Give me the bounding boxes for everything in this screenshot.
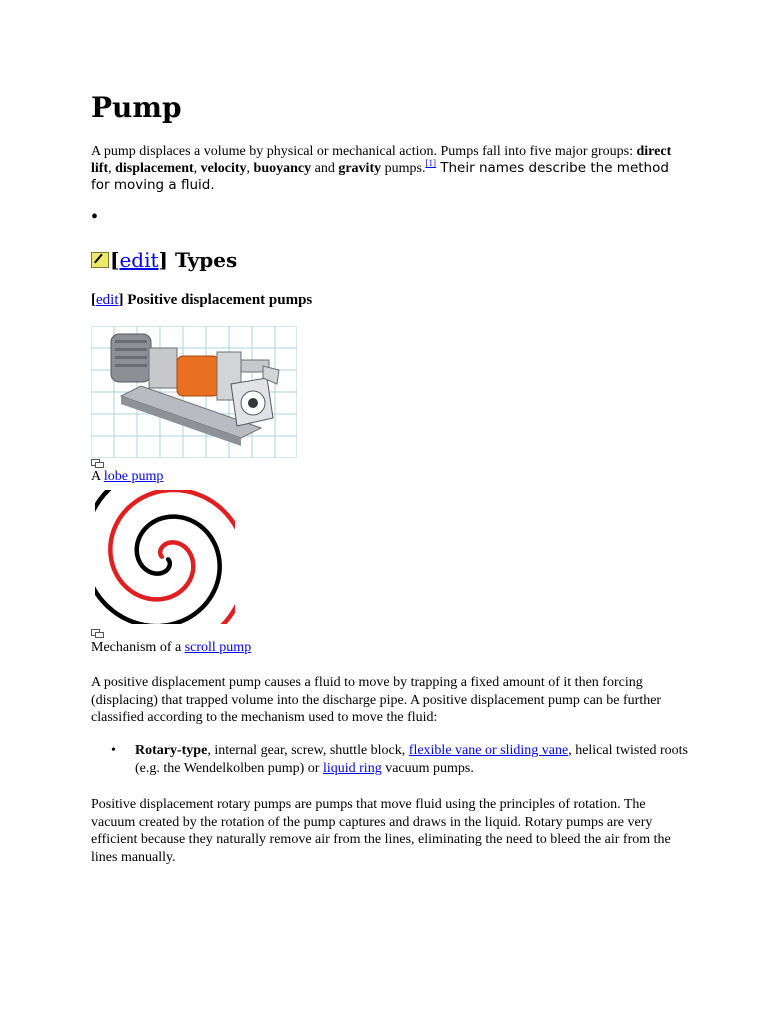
list-item: • Rotary-type, internal gear, screw, shuttle block, flexible vane or sliding vane, helical twisted roots (e.g. the Wendelkolben pump) or liquid ring vacuum pumps.: [111, 743, 688, 776]
intro-paragraph: A pump displaces a volume by physical or mechanical action. Pumps fall into five major groups: direct lift, displacement, velocity, buoyancy and gravity pumps.[1] Their names describe the method for moving a fluid.: [91, 144, 672, 193]
lobe-pump-link[interactable]: lobe pump: [103, 469, 164, 484]
list-bullet: •: [111, 743, 116, 758]
enlarge-icon[interactable]: [91, 459, 104, 468]
spiral-red-path: [95, 490, 235, 624]
enlarge-icon[interactable]: [91, 629, 104, 638]
page-title: Pump: [91, 91, 182, 124]
lobe-pump-image[interactable]: [91, 326, 297, 458]
section-title: Types: [168, 248, 238, 272]
intro-text-2: Their names describe the method for moving a fluid.: [91, 160, 669, 193]
edit-link-types[interactable]: edit: [119, 248, 159, 272]
edit-pencil-icon[interactable]: [91, 252, 109, 268]
figure-caption-scroll-pump: Mechanism of a scroll pump: [91, 640, 252, 655]
spiral-black-path: [95, 490, 235, 624]
paragraph-rotary-pumps: Positive displacement rotary pumps are pumps that move fluid using the principles of rotation. The vacuum created by the rotation of the pump captures and draws in the liquid. Rotary pumps are very efficient because they naturally remove air from the lines, eliminating the need to bleed the air from the lines manually.: [91, 797, 671, 865]
section-heading-types: [edit] Types: [91, 246, 237, 274]
group-direct-lift: direct lift: [91, 144, 672, 176]
scroll-pump-spiral-image[interactable]: [95, 490, 235, 624]
intro-text: A pump displaces a volume by physical or mechanical action. Pumps fall into five major groups:: [91, 144, 633, 159]
group-buoyancy: buoyancy: [253, 161, 312, 176]
liquid-ring-link[interactable]: liquid ring: [322, 760, 382, 776]
empty-bullet: •: [91, 206, 99, 228]
group-velocity: velocity: [200, 161, 247, 176]
group-gravity: gravity: [338, 161, 382, 176]
subsection-title: Positive displacement pumps: [123, 292, 313, 308]
citation-link[interactable]: [1]: [425, 158, 436, 168]
figure-caption-lobe-pump: A lobe pump: [91, 469, 164, 484]
paragraph-positive-displacement: A positive displacement pump causes a fluid to move by trapping a fixed amount of it then forcing (displacing) that trapped volume into the discharge pipe. A positive displacement pump can be further classified according to the mechanism used to move the fluid:: [91, 675, 662, 725]
rotary-type-label: Rotary-type: [135, 743, 208, 758]
subsection-heading-positive-displacement: [edit] Positive displacement pumps: [91, 292, 313, 308]
group-displacement: displacement: [115, 161, 194, 176]
edit-link-positive-displacement[interactable]: edit: [96, 292, 119, 308]
pump-type-list: [91, 742, 691, 777]
flexible-vane-link[interactable]: flexible vane or sliding vane: [408, 743, 569, 758]
scroll-pump-link[interactable]: scroll pump: [184, 640, 252, 655]
